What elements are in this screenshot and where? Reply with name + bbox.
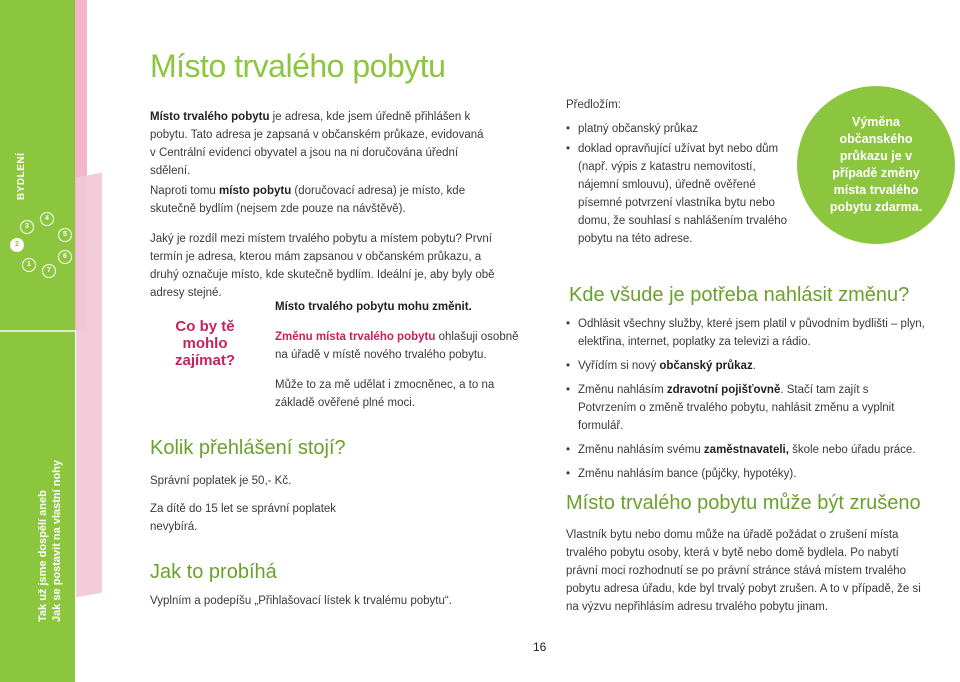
chapter-circle-4[interactable]: 4 xyxy=(40,212,54,226)
chapter-circle-5[interactable]: 5 xyxy=(58,228,72,242)
report-list xyxy=(566,315,926,489)
info-oval: Výměna občanského průkazu je v případě změny místa trvalého pobytu zdarma. xyxy=(797,86,955,244)
chapter-label: BYDLENÍ xyxy=(16,152,27,200)
list-item: • platný občanský průkaz xyxy=(566,120,796,138)
present-label: Předložím: xyxy=(566,99,621,111)
chapter-circle-1[interactable]: 1 xyxy=(22,258,36,272)
book-title: Tak už jsme dospělí aneb Jak se postavit na vlastní nohy xyxy=(37,459,63,622)
interest-paragraph-2: Změnu místa trvalého pobytu ohlašuji osobně na úřadě v místě nového trvalého pobytu. xyxy=(275,331,519,361)
callout-text: Co by tě mohlo zajímat? xyxy=(174,318,235,369)
intro-paragraph-3: Jaký je rozdíl mezi místem trvalého pobytu a místem pobytu? První termín je adresa, kterou mám zapsanou v občanském průkazu, a druhý označuje místo, kde skutečně bydlím. Ideální je, aby byly obě adresy stejné. xyxy=(150,233,495,299)
process-heading: Jak to probíhá xyxy=(150,561,277,583)
page-number: 16 xyxy=(533,640,547,654)
intro-paragraph-1: Místo trvalého pobytu je adresa, kde jsem úředně přihlášen k pobytu. Tato adresa je zapsaná v občanském průkaze, evidovaná v Centrální evidenci obyvatel a jsou na ni doručována úřední sdělení. xyxy=(150,111,484,177)
list-item: • Změnu nahlásím bance (půjčky, hypotéky). xyxy=(566,465,926,483)
list-item: • doklad opravňující užívat byt nebo dům (např. výpis z katastru nemovitostí, nájemní smlouvu), úředně ověřené písemné potvrzení vlastníka bytu nebo domu, že souhlasí s nahlášením trvalého pobytu na této adrese. xyxy=(566,140,796,248)
report-heading: Kde všude je potřeba nahlásit změnu? xyxy=(569,284,910,306)
present-list xyxy=(566,120,796,250)
interest-line-1: Místo trvalého pobytu mohu změnit. xyxy=(275,301,472,313)
band-divider xyxy=(0,330,75,332)
list-item: • Vyřídím si nový občanský průkaz. xyxy=(566,357,926,375)
interest-paragraph-3: Může to za mě udělat i zmocněnec, a to na základě ověřené plné moci. xyxy=(275,379,495,409)
process-text: Vyplním a podepíšu „Přihlašovací lístek k trvalému pobytu“. xyxy=(150,595,452,607)
list-item: • Odhlásit všechny služby, které jsem platil v původním bydlišti – plyn, elektřina, internet, poplatky za televizi a rádio. xyxy=(566,315,926,351)
list-item: • Změnu nahlásím svému zaměstnavateli, škole nebo úřadu práce. xyxy=(566,441,926,459)
cancel-text: Vlastník bytu nebo domu může na úřadě požádat o zrušení místa trvalého pobytu osoby, která v bytě nebo domě bydlela. Po nabytí právní moci rozhodnutí se po právní stránce stává místem trvalého pobytu adresa úřadu, kde byl trvalý pobyt zrušen. A to v případě, že si na výzvu nepřihlásím adresu trvalého pobytu jinam. xyxy=(566,529,921,613)
page-title: Místo trvalého pobytu xyxy=(150,48,446,84)
chapter-circle-6[interactable]: 6 xyxy=(58,250,72,264)
cost-line-1: Správní poplatek je 50,- Kč. xyxy=(150,475,292,487)
chapter-tab-shape xyxy=(76,173,102,598)
list-item: • Změnu nahlásím zdravotní pojišťovně. Stačí tam zajít s Potvrzením o změně trvalého pobytu, nahlásit změnu a vyplnit formulář. xyxy=(566,381,926,435)
cancel-heading: Místo trvalého pobytu může být zrušeno xyxy=(566,492,921,514)
intro-paragraph-2: Naproti tomu místo pobytu (doručovací adresa) je místo, kde skutečně bydlím (nejsem zde pouze na návštěvě). xyxy=(150,185,466,215)
chapter-circle-7[interactable]: 7 xyxy=(42,264,56,278)
cost-heading: Kolik přehlášení stojí? xyxy=(150,437,346,459)
cost-line-2: Za dítě do 15 let se správní poplatek nevybírá. xyxy=(150,503,337,533)
chapter-circle-3[interactable]: 3 xyxy=(20,220,34,234)
chapter-circle-2[interactable]: 2 xyxy=(10,238,24,252)
